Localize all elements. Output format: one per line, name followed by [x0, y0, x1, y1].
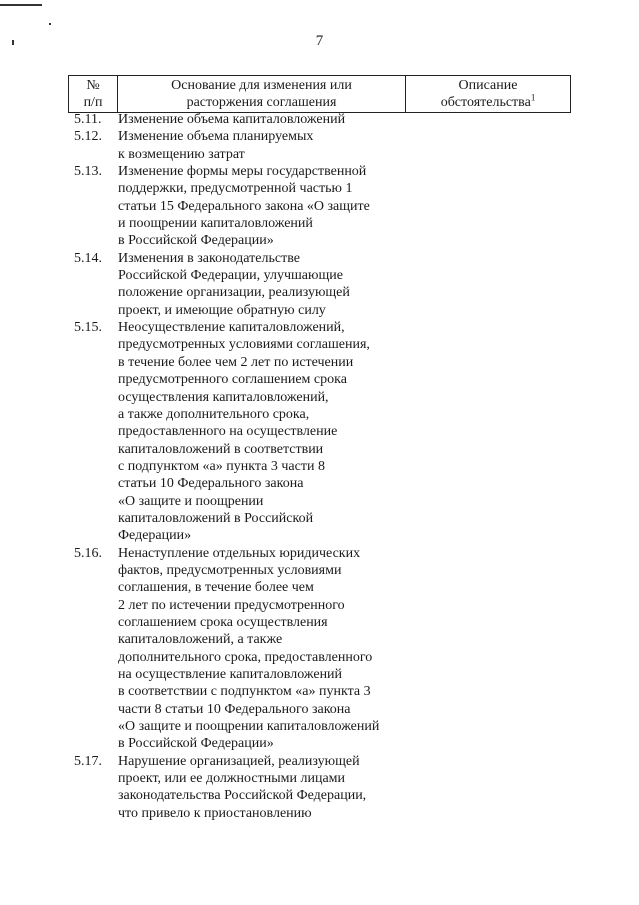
table-row	[68, 250, 571, 319]
header-description-line1: Описание	[458, 78, 518, 93]
row-basis-line: поддержки, предусмотренной частью 1	[118, 181, 353, 197]
row-basis-line: Изменение объема планируемых	[118, 129, 314, 145]
row-basis-line: «О защите и поощрении	[118, 493, 264, 509]
row-basis-line: предусмотренного соглашением срока	[118, 372, 347, 388]
row-basis-line: «О защите и поощрении капиталовложений	[118, 719, 380, 735]
row-basis-text	[118, 545, 408, 753]
row-basis-line: Нарушение организацией, реализующей	[118, 753, 360, 769]
row-number: 5.11.	[74, 112, 102, 127]
table-body	[68, 111, 571, 822]
table-row	[68, 319, 571, 544]
scan-artifact	[0, 4, 42, 6]
row-basis-text	[118, 111, 408, 128]
row-basis-line: статьи 15 Федерального закона «О защите	[118, 198, 370, 214]
table-row	[68, 753, 571, 822]
row-basis-line: проект, и имеющие обратную силу	[118, 302, 326, 318]
row-basis-line: а также дополнительного срока,	[118, 406, 310, 422]
row-basis-line: Изменение объема капиталовложений	[118, 112, 346, 127]
row-basis-text	[118, 163, 408, 250]
row-basis-text	[118, 753, 408, 822]
header-number-column	[69, 76, 118, 113]
row-basis-line: Изменение формы меры государственной	[118, 164, 367, 180]
row-basis-line: в Российской Федерации»	[118, 233, 274, 249]
row-basis-line: предоставленного на осуществление	[118, 424, 338, 440]
header-basis-line1: Основание для изменения или	[171, 78, 352, 93]
row-number: 5.14.	[74, 250, 102, 266]
row-basis-line: с подпунктом «а» пункта 3 части 8	[118, 458, 325, 474]
row-basis-text	[118, 319, 408, 544]
row-basis-line: Неосуществление капиталовложений,	[118, 320, 345, 336]
row-basis-line: капиталовложений, а также	[118, 632, 283, 648]
header-basis-column	[118, 76, 406, 113]
row-number: 5.12.	[74, 129, 102, 145]
page-number: 7	[315, 33, 324, 49]
header-number-line2: п/п	[83, 95, 103, 110]
row-basis-line: соглашением срока осуществления	[118, 614, 328, 630]
row-basis-line: капиталовложений в соответствии	[118, 441, 324, 457]
row-basis-line: Ненаступление отдельных юридических	[118, 545, 361, 561]
table-row	[68, 128, 571, 163]
scan-artifact	[49, 23, 51, 25]
row-basis-line: в соответствии с подпунктом «а» пункта 3	[118, 684, 371, 700]
row-basis-line: проект, или ее должностными лицами	[118, 771, 346, 787]
row-basis-line: к возмещению затрат	[118, 146, 245, 162]
document-table-header	[68, 75, 571, 113]
table-row	[68, 545, 571, 753]
row-basis-line: соглашения, в течение более чем	[118, 580, 314, 596]
row-basis-line: положение организации, реализующей	[118, 285, 350, 301]
row-basis-text	[118, 250, 408, 319]
row-basis-line: статьи 10 Федерального закона	[118, 476, 304, 492]
row-basis-line: законодательства Российской Федерации,	[118, 788, 367, 804]
row-basis-line: и поощрении капиталовложений	[118, 216, 313, 232]
row-number: 5.16.	[74, 545, 102, 561]
table-row	[68, 163, 571, 250]
row-basis-line: Федерации»	[118, 528, 192, 544]
row-basis-text	[118, 128, 408, 163]
row-basis-line: что привело к приостановлению	[118, 805, 312, 821]
row-basis-line: 2 лет по истечении предусмотренного	[118, 597, 345, 613]
row-basis-line: в Российской Федерации»	[118, 736, 274, 752]
row-number: 5.15.	[74, 320, 102, 336]
row-number: 5.13.	[74, 164, 102, 180]
row-basis-line: в течение более чем 2 лет по истечении	[118, 354, 354, 370]
header-description-line2: обстоятельства	[440, 95, 531, 110]
table-row	[68, 111, 571, 128]
header-basis-line2: расторжения соглашения	[186, 95, 337, 110]
header-number-line1: №	[86, 78, 100, 93]
footnote-marker: 1	[530, 92, 536, 103]
row-basis-line: фактов, предусмотренных условиями	[118, 562, 342, 578]
row-basis-line: Изменения в законодательстве	[118, 250, 300, 266]
row-basis-line: осуществления капиталовложений,	[118, 389, 329, 405]
row-basis-line: дополнительного срока, предоставленного	[118, 649, 373, 665]
row-number: 5.17.	[74, 753, 102, 769]
row-basis-line: предусмотренных условиями соглашения,	[118, 337, 370, 353]
header-description-column	[406, 76, 571, 113]
row-basis-line: части 8 статьи 10 Федерального закона	[118, 701, 351, 717]
row-basis-line: капиталовложений в Российской	[118, 510, 314, 526]
row-basis-line: Российской Федерации, улучшающие	[118, 268, 343, 284]
row-basis-line: на осуществление капиталовложений	[118, 667, 343, 682]
